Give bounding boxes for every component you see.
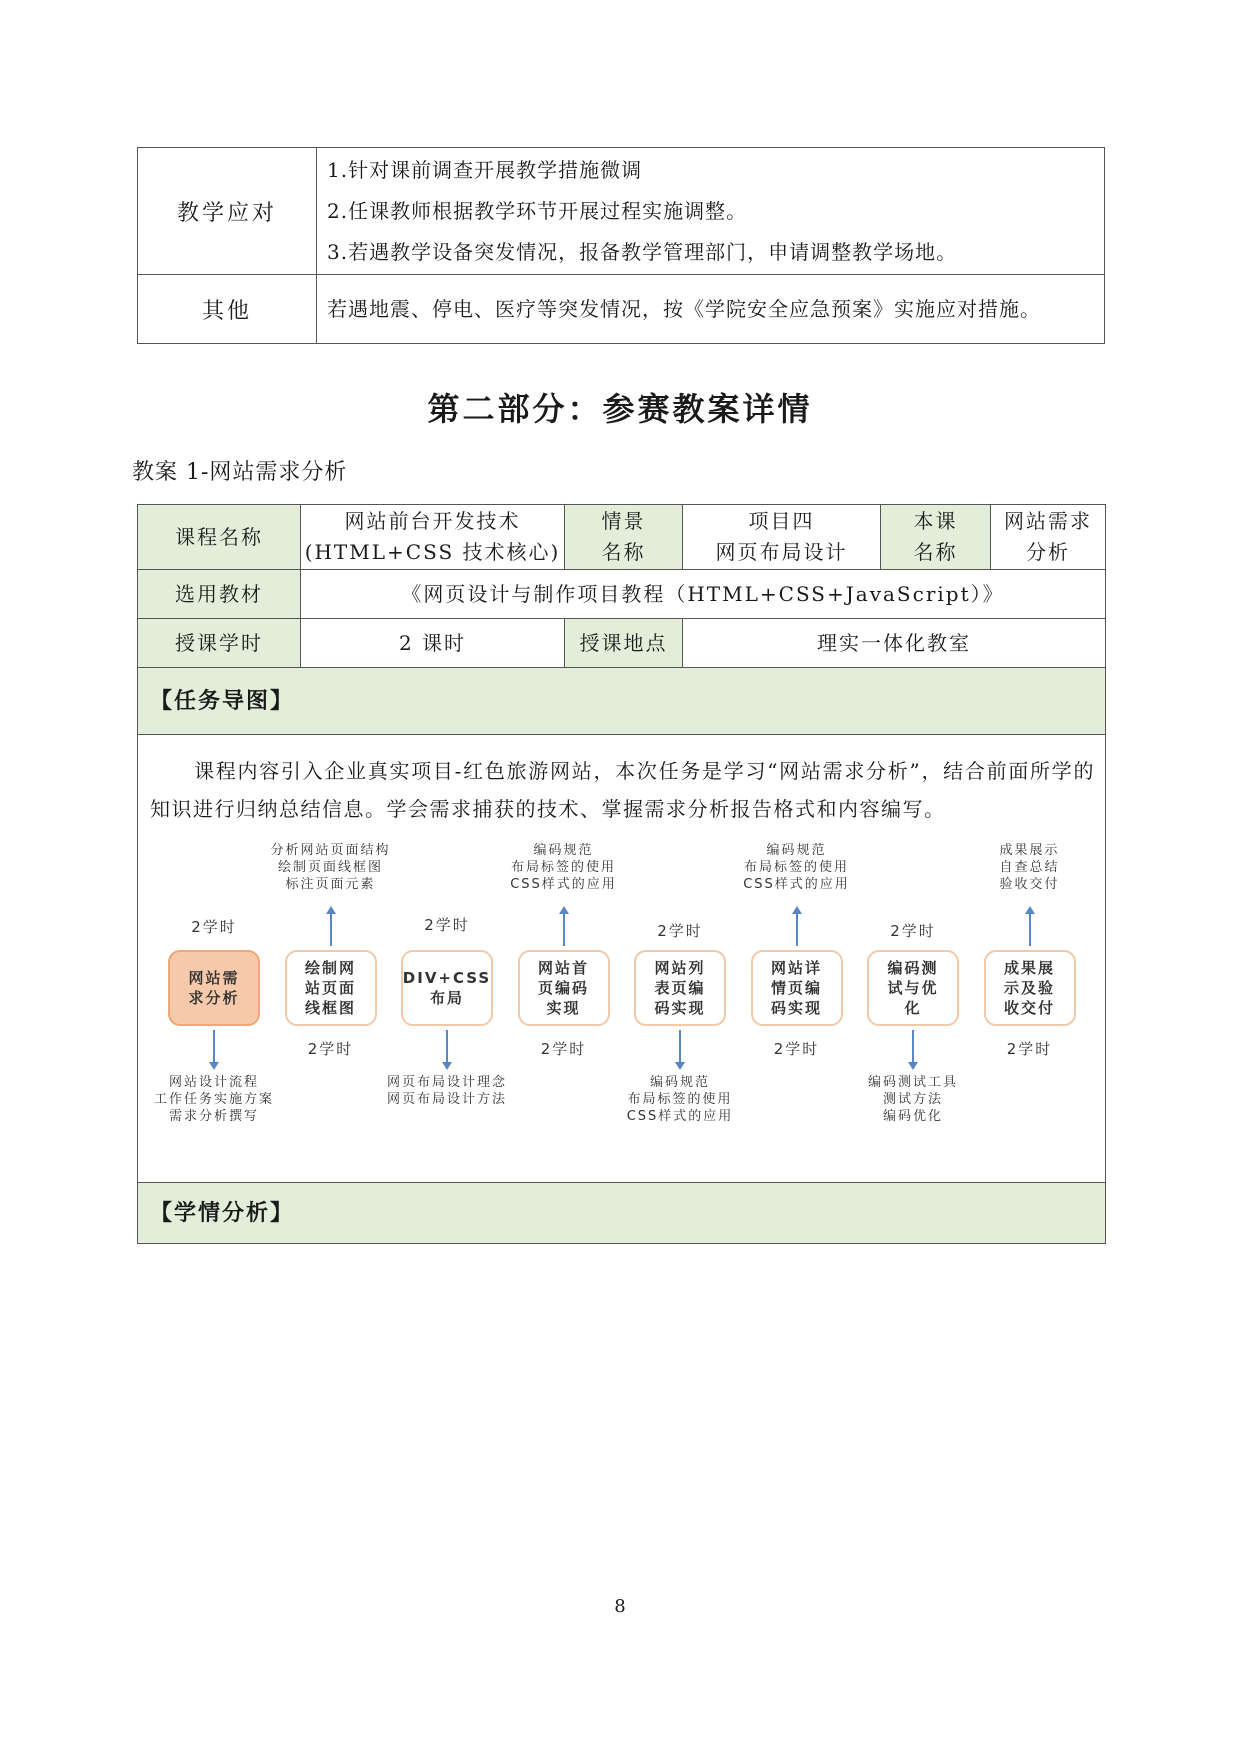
task-map-heading: 【任务导图】 [138,668,1106,735]
place-label: 授课地点 [565,619,683,668]
task-flow-diagram [138,842,1104,1172]
arrow-up-icon [796,912,798,946]
hours-label: 授课学时 [138,619,301,668]
content-line: 1.针对课前调查开展教学措施微调 [327,157,643,182]
flow-step-note: 编码规范 布局标签的使用 CSS样式的应用 [510,843,617,892]
flow-step-note: 成果展示 自查总结 验收交付 [999,843,1060,892]
arrow-up-icon [1029,912,1031,946]
table-row [138,735,1106,1183]
lesson-name-label [881,505,991,570]
place-value: 理实一体化教室 [683,619,1106,668]
table-row [138,505,1106,570]
scene-value-line: 网页布局设计 [715,540,848,564]
lesson-plan-table [137,504,1106,1244]
flow-step-hours: 2学时 [540,1040,587,1058]
flow-step-note: 分析网站页面结构 绘制页面线框图 标注页面元素 [270,843,391,892]
flow-step-hours: 2学时 [657,922,703,940]
content-line: 3.若遇教学设备突发情况，报备教学管理部门，申请调整教学场地。 [327,239,958,264]
response-table [137,147,1105,344]
flow-step-box: 网站首 页编码 实现 [518,950,610,1026]
scene-value-line: 项目四 [748,509,815,533]
flow-step-note: 网站设计流程 工作任务实施方案 需求分析撰写 [153,1075,274,1124]
arrow-up-icon [330,912,332,946]
flow-step-note: 网页布局设计理念 网页布局设计方法 [386,1075,507,1107]
flow-step-hours: 2学时 [890,922,936,940]
table-row [138,1183,1106,1244]
flow-step-box: 网站需 求分析 [168,950,260,1026]
content-line: 若遇地震、停电、医疗等突发情况，按《学院安全应急预案》实施应对措施。 [327,296,1041,321]
flow-step-note: 编码规范 布局标签的使用 CSS样式的应用 [743,843,850,892]
arrow-down-icon [679,1030,681,1064]
lesson-label-line: 名称 [913,540,958,564]
course-name-line: 网站前台开发技术 [344,509,521,533]
table-row [138,619,1106,668]
course-name-line: (HTML+CSS 技术核心) [304,540,561,564]
flow-step-box: 网站列 表页编 码实现 [634,950,726,1026]
arrow-down-icon [213,1030,215,1064]
flow-step-box: 网站详 情页编 码实现 [751,950,843,1026]
content-line: 2.任课教师根据教学环节开展过程实施调整。 [327,198,748,223]
arrow-down-icon [446,1030,448,1064]
flow-step-hours: 2学时 [1006,1040,1053,1058]
scene-name-label [565,505,683,570]
row-content-teaching-response [317,148,1105,275]
textbook-value: 《网页设计与制作项目教程（HTML+CSS+JavaScript）》 [301,570,1106,619]
table-row [138,148,1105,275]
lesson-value-line: 分析 [1026,540,1070,564]
course-name-label: 课程名称 [138,505,301,570]
scene-name-value [683,505,881,570]
task-map-intro: 课程内容引入企业真实项目-红色旅游网站，本次任务是学习“网站需求分析”，结合前面所学的知识进行归纳总结信息。学会需求捕获的技术、掌握需求分析报告格式和内容编写。 [150,759,1095,821]
flow-step-note: 编码规范 布局标签的使用 CSS样式的应用 [626,1075,734,1124]
table-row [138,275,1105,344]
learning-analysis-heading: 【学情分析】 [138,1183,1106,1244]
lesson-value-line: 网站需求 [1004,509,1092,533]
flow-step-hours: 2学时 [424,916,470,934]
section-title: 第二部分：参赛教案详情 [427,390,813,428]
table-row [138,570,1106,619]
flow-step-box: DIV+CSS 布局 [401,950,493,1026]
row-label-other: 其他 [138,275,317,344]
flow-step-note: 编码测试工具 测试方法 编码优化 [867,1075,958,1124]
flow-step-box: 绘制网 站页面 线框图 [285,950,377,1026]
flow-step-hours: 2学时 [307,1040,354,1058]
case-title: 教案 1-网站需求分析 [132,460,348,485]
flow-step-hours: 2学时 [191,918,237,936]
flow-step-box: 编码测 试与优 化 [867,950,959,1026]
lesson-name-value [991,505,1106,570]
table-row [138,668,1106,735]
row-content-other [317,275,1105,344]
flow-step-box: 成果展 示及验 收交付 [984,950,1076,1026]
scene-label-line: 名称 [601,540,646,564]
task-map-body [138,735,1106,1183]
arrow-down-icon [912,1030,914,1064]
arrow-up-icon [563,912,565,946]
flow-step-hours: 2学时 [773,1040,820,1058]
course-name-value [301,505,565,570]
scene-label-line: 情景 [601,509,646,533]
lesson-label-line: 本课 [913,509,958,533]
row-label-teaching-response: 教学应对 [138,148,317,275]
hours-value: 2 课时 [301,619,565,668]
textbook-label: 选用教材 [138,570,301,619]
page-number: 8 [614,1596,626,1617]
